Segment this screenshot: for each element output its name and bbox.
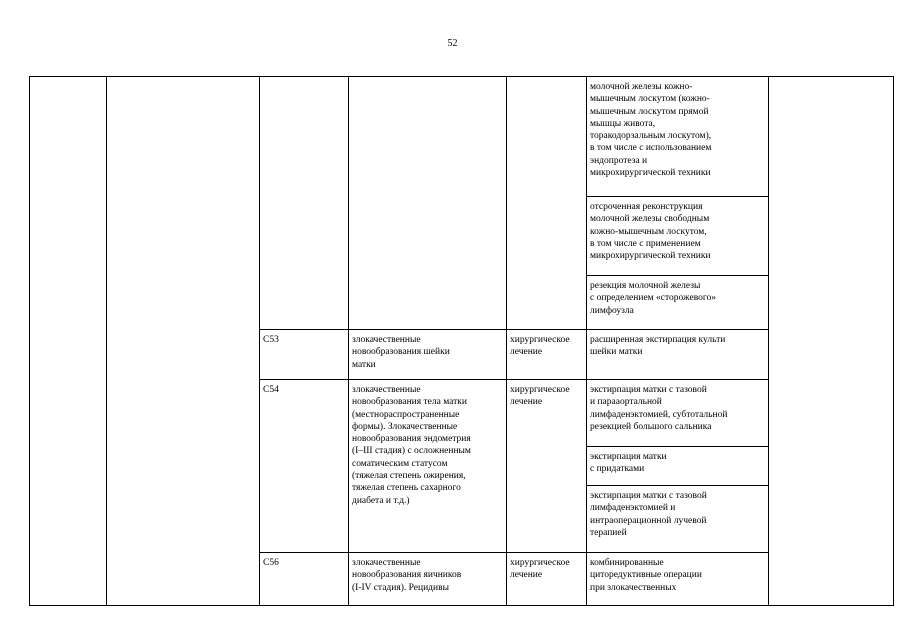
- treatment-method-cell: [587, 197, 769, 276]
- code-cell: [260, 553, 349, 606]
- treatment-method-cell: [587, 276, 769, 330]
- code-cell: [260, 330, 349, 380]
- treatment-type-cell: [507, 77, 587, 330]
- treatment-type-text: хирургическое лечение: [510, 558, 570, 581]
- disease-text: злокачественные новообразования тела матки (местнораспространенные формы). Злокачественные новообразования эндометрия (I–III стадия) с осложненным соматическим статусом (тяжелая степень ожирения, тяжелая степень сахарного диабета и т.д.): [352, 385, 471, 506]
- treatment-type-cell: [507, 380, 587, 553]
- medical-care-table: [29, 76, 894, 606]
- disease-cell: [349, 553, 507, 606]
- treatment-method-cell: [587, 486, 769, 553]
- disease-cell: [349, 330, 507, 380]
- table-row: [30, 77, 894, 197]
- treatment-type-text: хирургическое лечение: [510, 335, 570, 358]
- code-cell: [260, 380, 349, 553]
- treatment-method-text: комбинированные циторедуктивные операции при злокачественных: [590, 558, 702, 593]
- disease-cell: [349, 77, 507, 330]
- treatment-method-cell: [587, 553, 769, 606]
- icd-code: C56: [263, 558, 279, 568]
- disease-cell: [349, 380, 507, 553]
- treatment-type-cell: [507, 553, 587, 606]
- treatment-method-text: экстирпация матки с тазовой лимфаденэктомией и интраоперационной лучевой терапией: [590, 491, 707, 538]
- disease-text: злокачественные новообразования шейки матки: [352, 335, 450, 370]
- icd-code: C53: [263, 335, 279, 345]
- col-name-cell: [107, 77, 260, 606]
- page-number: 52: [447, 38, 458, 49]
- treatment-method-text: молочной железы кожно- мышечным лоскутом (кожно- мышечным лоскутом прямой мышцы живота, торакодорзальным лоскутом), в том числе с использованием эндопротеза и микрохирургической техники: [590, 82, 712, 179]
- treatment-method-cell: [587, 77, 769, 197]
- treatment-method-cell: [587, 330, 769, 380]
- treatment-method-text: резекция молочной железы с определением «сторожевого» лимфоузла: [590, 281, 717, 316]
- treatment-type-text: хирургическое лечение: [510, 385, 570, 408]
- code-cell: [260, 77, 349, 330]
- treatment-type-cell: [507, 330, 587, 380]
- treatment-method-text: расширенная экстирпация культи шейки матки: [590, 335, 726, 358]
- treatment-method-text: экстирпация матки с придатками: [590, 452, 667, 475]
- col-group-cell: [30, 77, 107, 606]
- icd-code: C54: [263, 385, 279, 395]
- treatment-method-text: отсроченная реконструкция молочной железы свободным кожно-мышечным лоскутом, в том числе с применением микрохирургической техники: [590, 202, 711, 262]
- treatment-method-text: экстирпация матки с тазовой и парааортальной лимфаденэктомией, субтотальной резекцией большого сальника: [590, 385, 728, 432]
- disease-text: злокачественные новообразования яичников (I-IV стадия). Рецидивы: [352, 558, 462, 593]
- funding-cell: [769, 77, 894, 606]
- treatment-method-cell: [587, 447, 769, 486]
- treatment-method-cell: [587, 380, 769, 447]
